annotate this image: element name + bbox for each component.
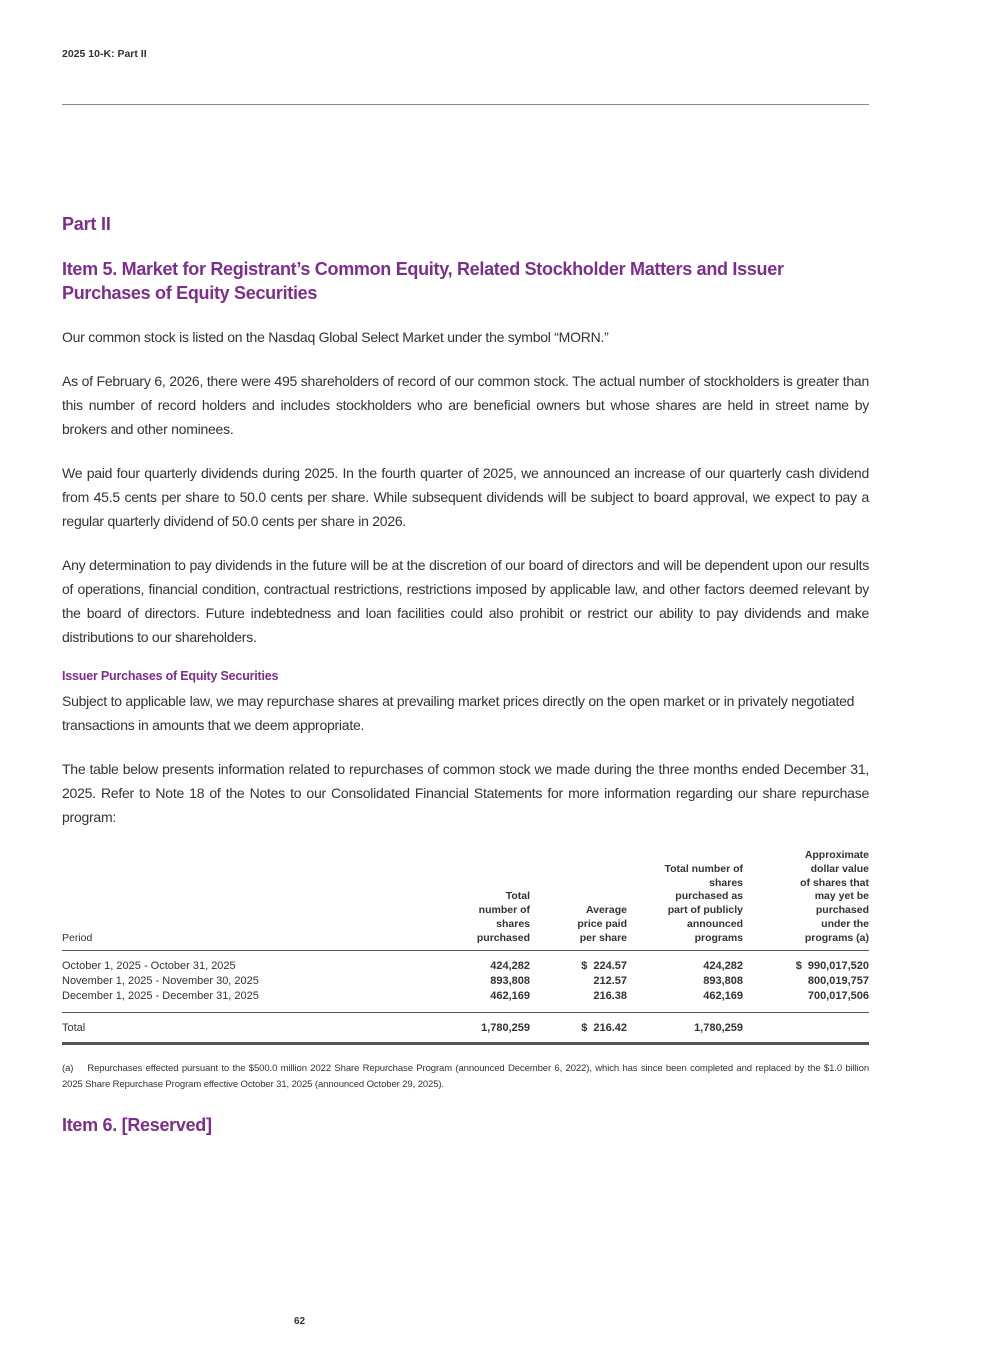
issuer-purchases-heading: Issuer Purchases of Equity Securities: [62, 669, 279, 683]
cell-total-number: 1,780,259: [362, 1012, 530, 1043]
column-header-average-price: [530, 849, 627, 950]
paragraph-dividends: We paid four quarterly dividends during 2025. In the fourth quarter of 2025, we announced an increase of our quarterly cash dividend from 45.5 cents per share to 50.0 cents per share. While subsequent dividends will be subject to board approval, we expect to pay a regular quarterly dividend of 50.0 cents per share in 2026.: [62, 465, 869, 529]
paragraph-shareholders-of-record: As of February 6, 2026, there were 495 shareholders of record of our common stock. The actual number of stockholders is greater than this number of record holders and includes stockholders who are beneficial owners but whose shares are held in street name by brokers and other nominees.: [62, 373, 869, 437]
dollar-sign: $: [581, 959, 588, 972]
header-divider: [62, 104, 869, 105]
table-row: [62, 974, 869, 989]
cell-period: October 1, 2025 - October 31, 2025: [62, 959, 236, 972]
average-price-value: 216.42: [593, 1021, 627, 1034]
cell-average-price: [530, 950, 627, 974]
cell-total-number: 893,808: [490, 974, 530, 987]
cell-total-number: 424,282: [490, 959, 530, 972]
cell-total-public: 424,282: [703, 959, 743, 972]
cell-total-label: Total: [62, 1012, 362, 1043]
cell-average-price: 212.57: [593, 974, 627, 987]
dollar-sign: $: [581, 1021, 588, 1034]
paragraph-repurchase-law: Subject to applicable law, we may repurchase shares at prevailing market prices directly on the open market or in privately negotiated transactions in amounts that we deem appropriate.: [62, 693, 855, 733]
cell-total-public: 1,780,259: [627, 1012, 743, 1043]
cell-period: December 1, 2025 - December 31, 2025: [62, 989, 259, 1002]
cell-average-price: [530, 1012, 627, 1043]
cell-period: November 1, 2025 - November 30, 2025: [62, 974, 259, 987]
cell-approx-value: [743, 950, 869, 974]
column-header-total-public: [627, 849, 743, 950]
paragraph-repurchase-table-intro: The table below presents information related to repurchases of common stock we made during the three months ended December 31, 2025. Refer to Note 18 of the Notes to our Consolidated Financial Statements for more information regarding our share repurchase program:: [62, 761, 869, 825]
footnote-text: Repurchases effected pursuant to the $500.0 million 2022 Share Repurchase Program (announced December 6, 2022), which has since been completed and replaced by the $1.0 billion 2025 Share Repurchase Program effective October 31, 2025 (announced October 29, 2025).: [62, 1062, 869, 1090]
repurchase-table: [62, 849, 869, 1045]
table-footnote: [62, 1061, 869, 1093]
cell-total-number: 462,169: [490, 989, 530, 1002]
cell-average-price: 216.38: [593, 989, 627, 1002]
column-header-total-number: [362, 849, 530, 950]
item5-title: Item 5. Market for Registrant’s Common Equity, Related Stockholder Matters and Issuer Purchases of Equity Securities: [62, 259, 784, 303]
paragraph-stock-listing: Our common stock is listed on the Nasdaq Global Select Market under the symbol “MORN.”: [62, 329, 609, 345]
cell-total-public: 462,169: [703, 989, 743, 1002]
approx-value-amount: 990,017,520: [807, 959, 869, 972]
column-header-total-number-text: Total number of shares purchased: [476, 890, 530, 944]
table-total-row: [62, 1012, 869, 1043]
table-row: [62, 989, 869, 1013]
column-header-period: Period: [62, 849, 362, 950]
column-header-average-price-text: Average price paid per share: [577, 904, 627, 944]
part-title: Part II: [62, 214, 111, 234]
cell-approx-value: 700,017,506: [807, 989, 869, 1002]
cell-approx-value: 800,019,757: [807, 974, 869, 987]
average-price-value: 224.57: [593, 959, 627, 972]
main-content: [62, 214, 869, 1157]
column-header-approx-value-text: Approximate dollar value of shares that may yet be purchased under the programs (a): [800, 849, 869, 944]
running-header: 2025 10-K: Part II: [62, 48, 147, 60]
page-number: 62: [294, 1316, 306, 1327]
cell-total-public: 893,808: [703, 974, 743, 987]
table-header-row: [62, 849, 869, 950]
cell-approx-value: [743, 1012, 869, 1043]
column-header-total-public-text: Total number of shares purchased as part of publicly announced programs: [664, 862, 743, 944]
footnote-mark: (a): [62, 1062, 74, 1074]
column-header-approx-value: [743, 849, 869, 950]
item6-title: Item 6. [Reserved]: [62, 1114, 212, 1135]
table-row: [62, 950, 869, 974]
dollar-sign: $: [795, 959, 802, 972]
paragraph-dividend-determination: Any determination to pay dividends in the future will be at the discretion of our board of directors and will be dependent upon our results of operations, financial condition, contractual restrictions, restrictions imposed by applicable law, and other factors deemed relevant by the board of directors. Future indebtedness and loan facilities could also prohibit or restrict our ability to pay dividends and make distributions to our shareholders.: [62, 557, 869, 645]
